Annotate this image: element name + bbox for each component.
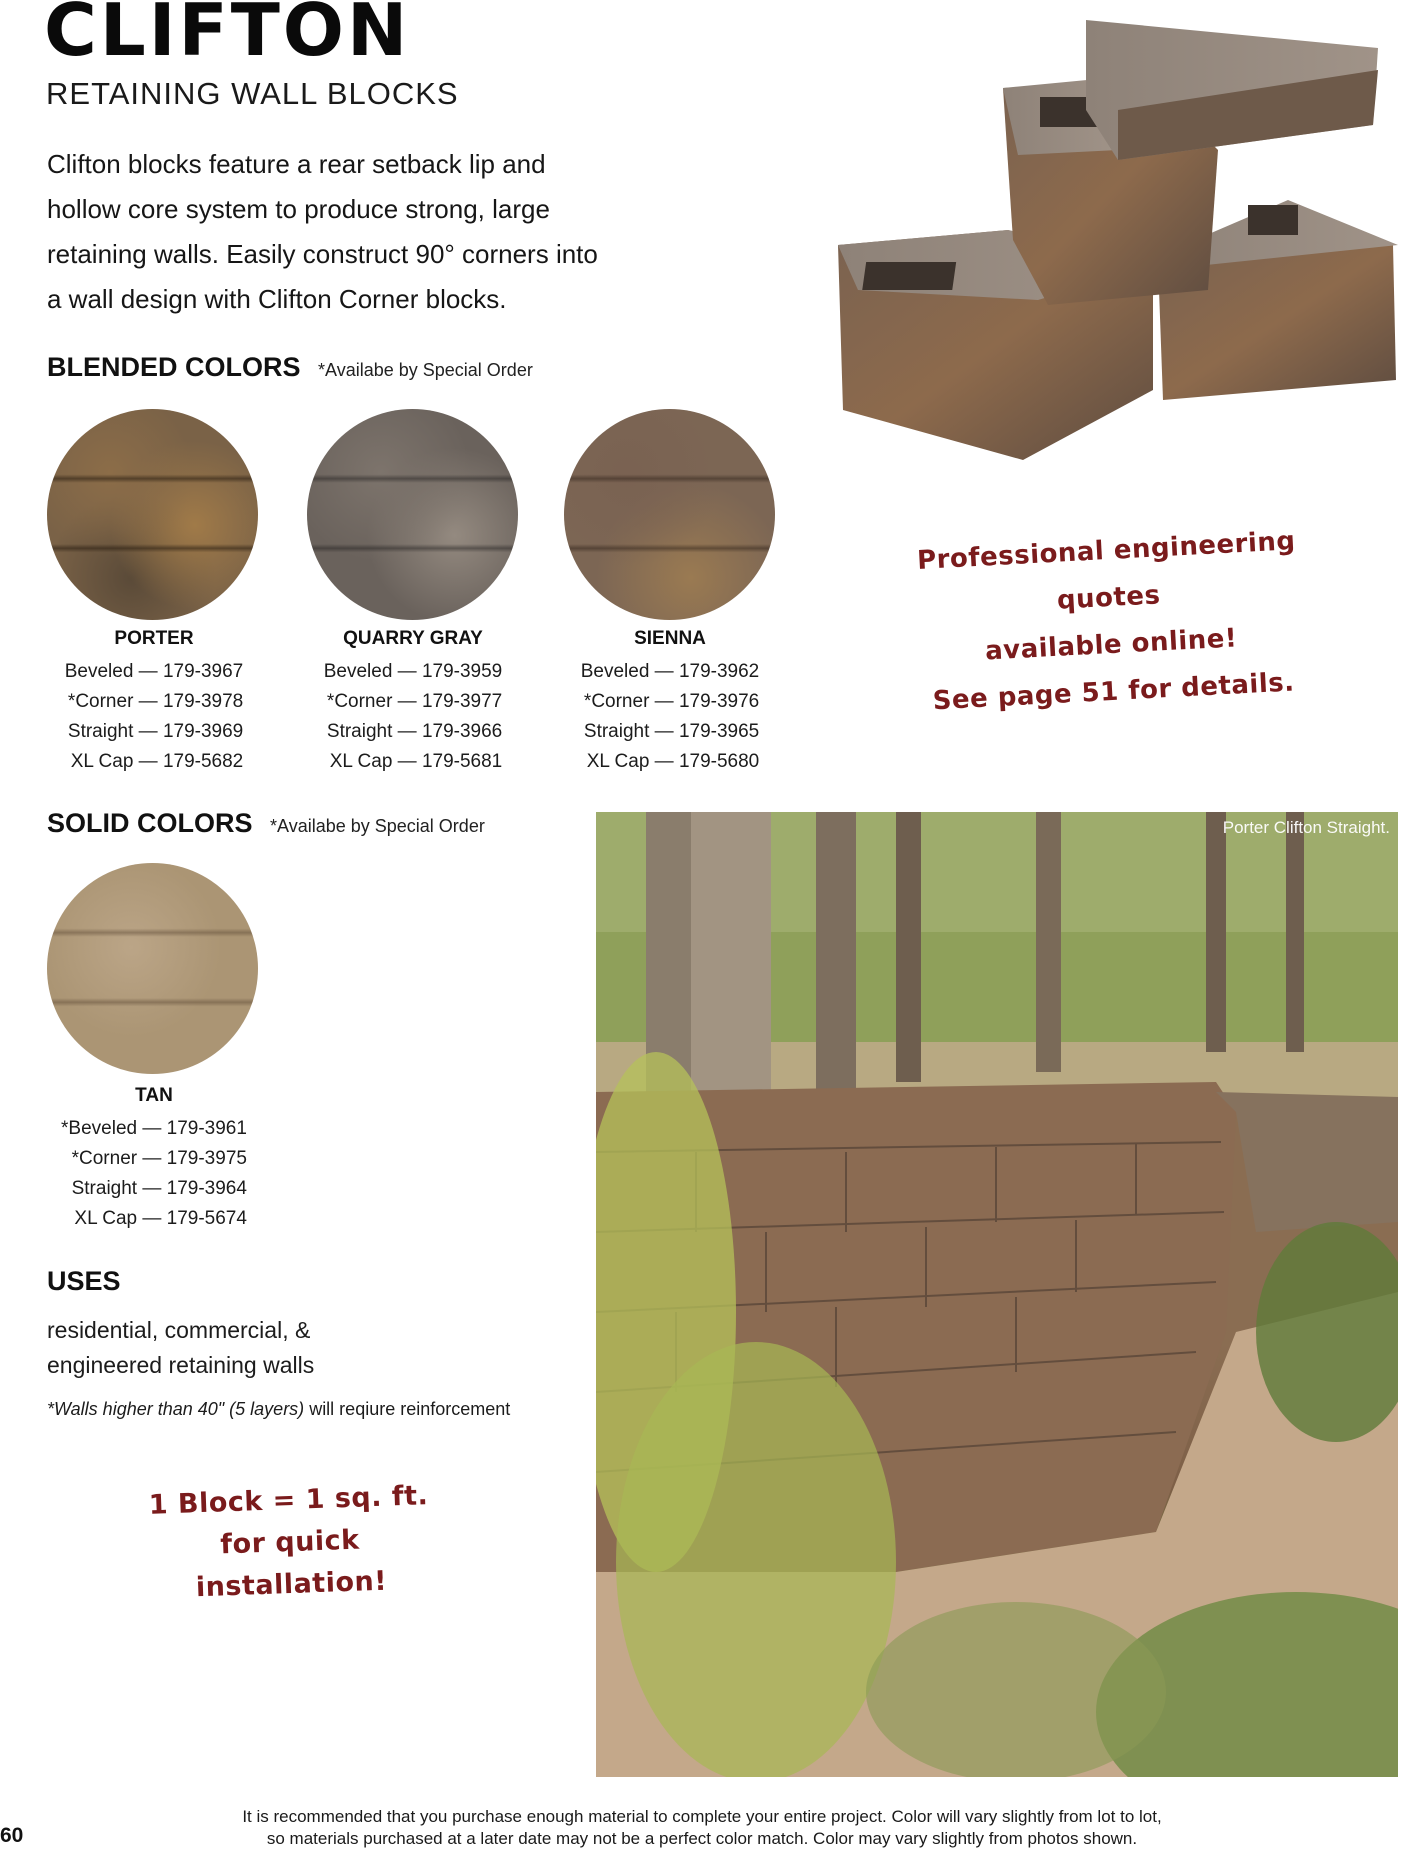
footer-disclaimer bbox=[140, 1806, 1264, 1850]
sienna-color-info bbox=[550, 627, 790, 777]
disclaimer-line: so materials purchased at a later date may not be a perfect color match. Color may vary slightly from photos shown. bbox=[266, 1829, 1138, 1848]
color-name: PORTER bbox=[114, 628, 194, 649]
part-row: *Corner — 179-3978 bbox=[67, 691, 244, 712]
page-number: 60 bbox=[0, 1824, 24, 1847]
uses-line: engineered retaining walls bbox=[47, 1352, 315, 1378]
part-row: XL Cap — 179-5680 bbox=[586, 751, 760, 772]
reinforcement-note-rest: will reqiure reinforcement bbox=[304, 1399, 511, 1419]
reinforcement-note-italic: *Walls higher than 40" (5 layers) bbox=[47, 1399, 305, 1419]
part-row: XL Cap — 179-5682 bbox=[70, 751, 244, 772]
special-order-note: *Availabe by Special Order bbox=[318, 360, 533, 380]
uses-heading: USES bbox=[47, 1266, 121, 1296]
sienna-swatch bbox=[564, 409, 775, 620]
photo-caption: Porter Clifton Straight. bbox=[1222, 818, 1390, 837]
engineering-quotes-callout bbox=[885, 517, 1334, 728]
porter-swatch bbox=[47, 409, 258, 620]
color-name: QUARRY GRAY bbox=[343, 628, 483, 649]
part-row: *Corner — 179-3976 bbox=[583, 691, 760, 712]
intro-line: hollow core system to produce strong, large bbox=[47, 194, 550, 224]
solid-colors-title: SOLID COLORS bbox=[47, 808, 253, 838]
part-row: Straight — 179-3964 bbox=[71, 1178, 247, 1199]
part-number-list bbox=[65, 657, 244, 777]
page-title: CLIFTON bbox=[44, 0, 411, 72]
block-size-callout bbox=[118, 1474, 462, 1612]
intro-line: a wall design with Clifton Corner blocks. bbox=[47, 284, 507, 314]
intro-paragraph bbox=[47, 142, 687, 322]
callout-line: Professional engineering quotes bbox=[916, 526, 1297, 616]
uses-line: residential, commercial, & bbox=[47, 1317, 311, 1343]
part-row: *Corner — 179-3975 bbox=[71, 1148, 247, 1169]
part-number-list bbox=[61, 1114, 247, 1234]
intro-line: retaining walls. Easily construct 90° corners into bbox=[47, 239, 598, 269]
part-row: *Corner — 179-3977 bbox=[326, 691, 503, 712]
solid-colors-heading bbox=[47, 806, 485, 843]
callout-line: available online! bbox=[984, 623, 1238, 667]
part-row: XL Cap — 179-5674 bbox=[74, 1208, 247, 1229]
quarry-gray-color-info bbox=[293, 627, 533, 777]
disclaimer-line: It is recommended that you purchase enough material to complete your entire project. Color will vary slightly from lot to lot, bbox=[242, 1807, 1162, 1826]
part-row: Straight — 179-3966 bbox=[326, 721, 503, 742]
blended-colors-heading bbox=[47, 350, 533, 387]
part-row: Beveled — 179-3962 bbox=[580, 661, 760, 682]
callout-line: 1 Block = 1 sq. ft. bbox=[148, 1480, 429, 1521]
color-name: SIENNA bbox=[634, 628, 706, 649]
special-order-note: *Availabe by Special Order bbox=[270, 816, 485, 836]
callout-line: See page 51 for details. bbox=[932, 667, 1296, 717]
part-row: Beveled — 179-3959 bbox=[323, 661, 503, 682]
page-subtitle: RETAINING WALL BLOCKS bbox=[46, 76, 459, 111]
retaining-wall-photo bbox=[596, 812, 1398, 1777]
wall-scene-illustration bbox=[596, 812, 1398, 1777]
color-name: TAN bbox=[135, 1085, 173, 1106]
tan-swatch bbox=[47, 863, 258, 1074]
porter-color-info bbox=[34, 627, 274, 777]
part-number-list bbox=[324, 657, 503, 777]
reinforcement-note bbox=[47, 1399, 510, 1420]
part-row: XL Cap — 179-5681 bbox=[329, 751, 503, 772]
tan-color-info bbox=[34, 1084, 274, 1234]
quarry-gray-swatch bbox=[307, 409, 518, 620]
part-row: *Beveled — 179-3961 bbox=[61, 1118, 247, 1139]
callout-line: for quick installation! bbox=[195, 1524, 388, 1604]
product-blocks-image bbox=[818, 0, 1404, 462]
part-row: Beveled — 179-3967 bbox=[64, 661, 244, 682]
part-row: Straight — 179-3969 bbox=[67, 721, 244, 742]
intro-line: Clifton blocks feature a rear setback lip and bbox=[47, 149, 546, 179]
part-row: Straight — 179-3965 bbox=[583, 721, 760, 742]
uses-list bbox=[47, 1313, 314, 1383]
blended-colors-title: BLENDED COLORS bbox=[47, 352, 301, 382]
stacked-blocks-illustration bbox=[818, 0, 1404, 462]
part-number-list bbox=[581, 657, 760, 777]
